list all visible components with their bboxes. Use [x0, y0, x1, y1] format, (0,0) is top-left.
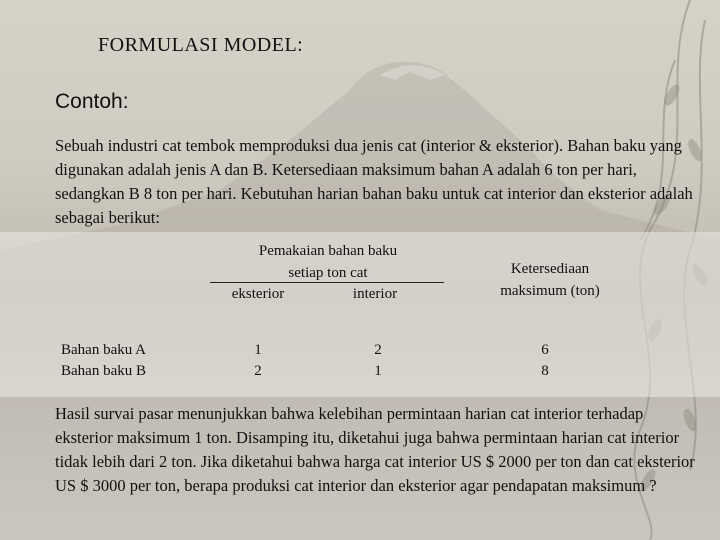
col-header-eksterior: eksterior — [231, 286, 285, 302]
availability-header-line1: Ketersediaan — [510, 261, 590, 277]
cell-b-max: 8 — [541, 363, 549, 379]
cell-a-eksterior: 1 — [254, 342, 262, 358]
availability-header-line2: maksimum (ton) — [500, 283, 600, 299]
cell-a-interior: 2 — [374, 342, 382, 358]
example-label: Contoh: — [55, 90, 129, 113]
cell-b-interior: 1 — [374, 363, 382, 379]
col-header-interior: interior — [352, 286, 398, 302]
survey-paragraph: Hasil survai pasar menunjukkan bahwa kelebihan permintaan harian cat interior terhadap eksterior maksimum 1 ton. Disamping itu, diketahui juga bahwa permintaan harian cat interior tidak lebih dari 2 ton. Jika diketahui bahwa harga cat interior US $ 2000 per ton dan cat eksterior US $ 3000 per ton, berapa produksi cat interior dan eksterior agar pendapatan maksimum ? — [55, 404, 695, 495]
row-label-bahan-a: Bahan baku A — [61, 342, 146, 358]
row-label-bahan-b: Bahan baku B — [61, 363, 146, 379]
cell-b-eksterior: 2 — [254, 363, 262, 379]
problem-paragraph: Sebuah industri cat tembok memproduksi dua jenis cat (interior & eksterior). Bahan baku yang digunakan adalah jenis A dan B. Ketersediaan maksimum bahan A adalah 6 ton per hari, sedangkan B 8 ton per hari. Kebutuhan harian bahan baku untuk cat interior dan eksterior adalah sebagai berikut: — [55, 136, 693, 227]
cell-a-max: 6 — [541, 342, 549, 358]
usage-header-line1: Pemakaian bahan baku — [258, 243, 398, 259]
slide-title: FORMULASI MODEL: — [98, 34, 304, 56]
usage-header-line2: setiap ton cat — [288, 265, 368, 281]
